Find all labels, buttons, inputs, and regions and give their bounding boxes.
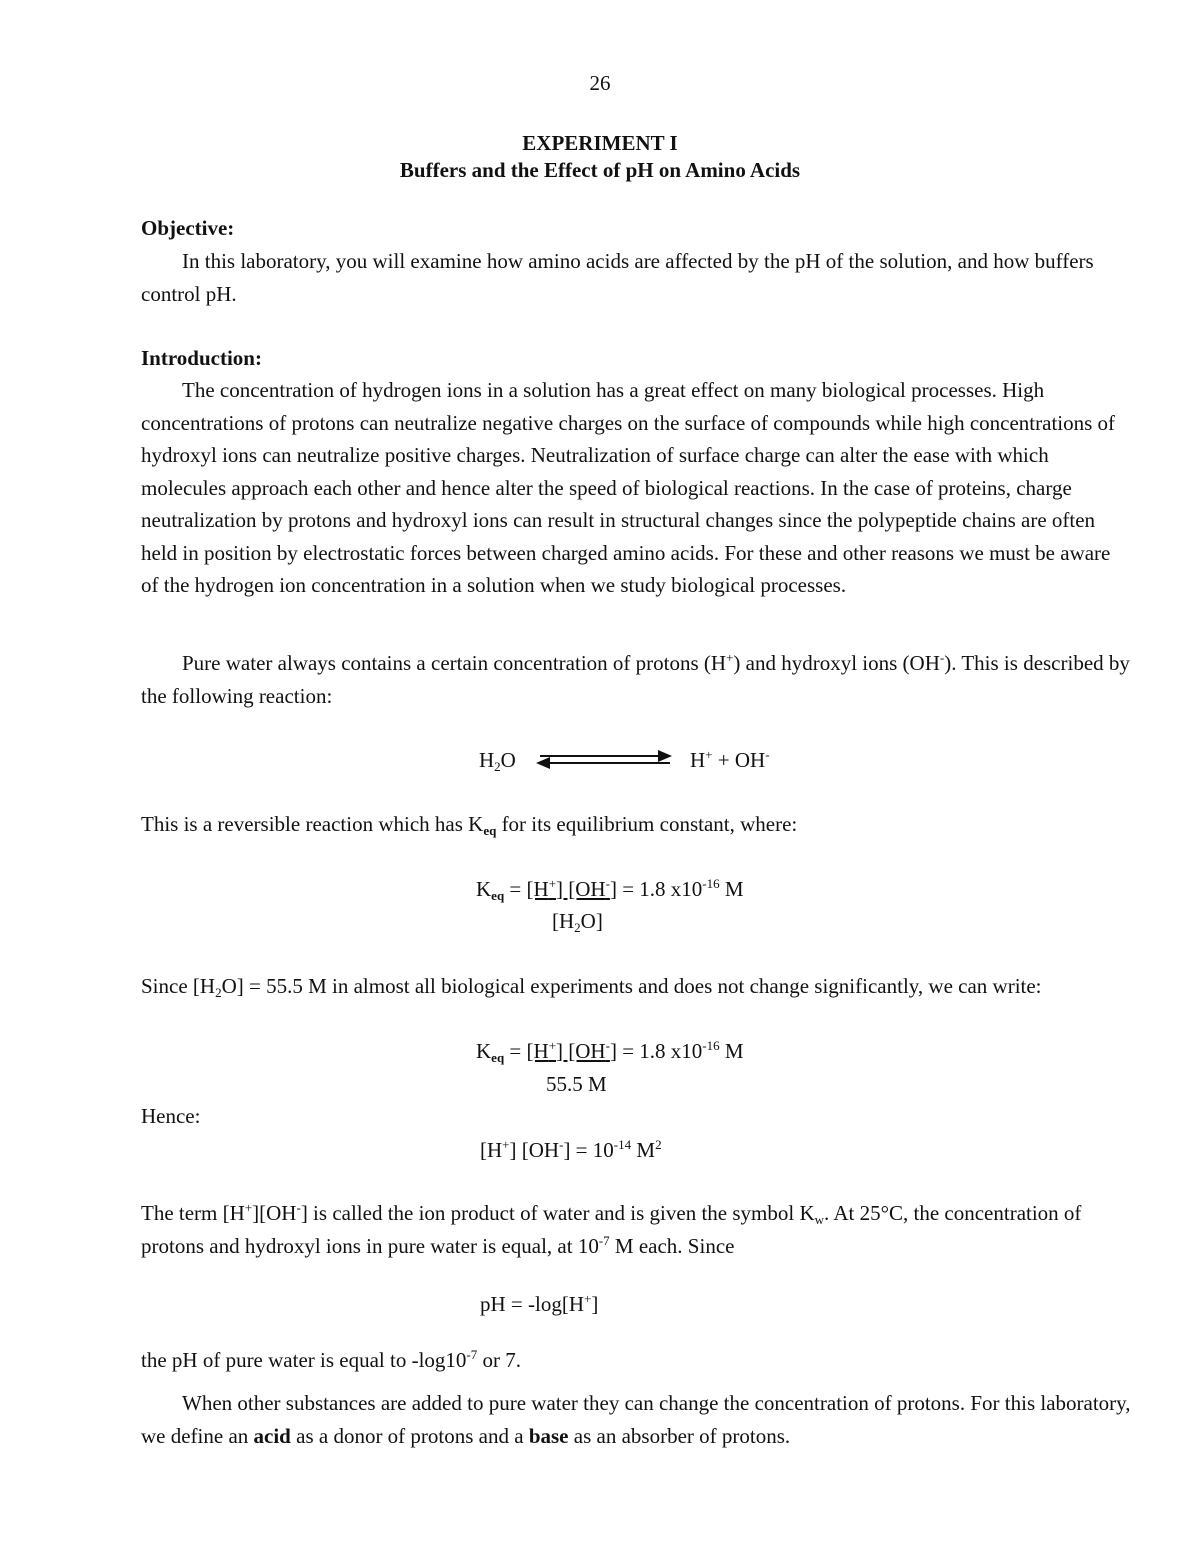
introduction-label: Introduction: <box>141 346 262 370</box>
introduction-paragraph-1: The concentration of hydrogen ions in a solution has a great effect on many biological processes. High concentrations of protons can neutralize negative charges on the surface of compounds while high concentrations of hydroxyl ions can neutralize positive charges. Neutralization of surface charge can alter the ease with which molecules approach each other and hence alter the speed of biological reactions. In the case of proteins, charge neutralization by protons and hydroxyl ions can result in structural changes since the polypeptide chains are often held in position by electrostatic forces between charged amino acids. For these and other reasons we must be aware of the hydrogen ion concentration in a solution when we study biological processes. <box>141 378 1116 597</box>
equation-keq-2-denominator: 55.5 M <box>546 1072 607 1096</box>
objective-text: In this laboratory, you will examine how amino acids are affected by the pH of the solution, and how buffers control pH. <box>141 249 1094 306</box>
equilibrium-arrow-icon <box>534 748 676 770</box>
equation-ph: pH = -log[H+] <box>480 1291 599 1316</box>
equation-ion-product: [H+] $[OH^-] = 10^{-14}$ $M^2$ <box>480 1137 662 1162</box>
keq-intro-text: This is a reversible reaction which has $K_{eq}$ for its equilibrium constant, where: <box>141 812 798 838</box>
experiment-title: Buffers and the Effect of pH on Amino Acids <box>399 158 801 182</box>
equation-keq-1: $K_{eq} = [H^+] [OH^-] = 1.8$ $x10^{-16}$ M <box>476 876 744 903</box>
experiment-heading: EXPERIMENT I <box>522 131 678 155</box>
page-number: 26 <box>589 71 611 95</box>
acid-base-definition: When other substances are added to pure water they can change the concentration of protons. For this laboratory, we define an acid as a donor of protons and a base as an absorber of protons. <box>141 1391 1131 1448</box>
reaction-reactant: $H_2O$ <box>479 748 516 774</box>
hence-label: Hence: <box>141 1104 201 1128</box>
equation-keq-2: $K_{eq} = [H^+] [OH^-] = 1.8$ $x10^{-16}$ M <box>476 1038 744 1065</box>
reaction-products: H+ + OH- <box>690 747 770 772</box>
introduction-paragraph-2: Pure water always contains a certain concentration of protons (H+) and hydroxyl ions (OH-). This is described by the following reaction: <box>141 650 1130 708</box>
kw-text: The term [H+][OH-] is called the ion product of water and is given the symbol $K_w$. At 25°C, the concentration of protons and hydroxyl ions in pure water is equal, at $10^{-7}$ M each. Since <box>141 1200 1082 1258</box>
objective-label: Objective: <box>141 216 235 240</box>
equation-keq-1-denominator: $[H_2O]$ <box>552 909 603 935</box>
ph-water-text: the pH of pure water is equal to $-\log 10^{-7}$ or 7. <box>141 1347 522 1372</box>
since-text: Since $[H_2O] = 55.5$ M in almost all biological experiments and does not change significantly, we can write: <box>141 974 1042 1000</box>
